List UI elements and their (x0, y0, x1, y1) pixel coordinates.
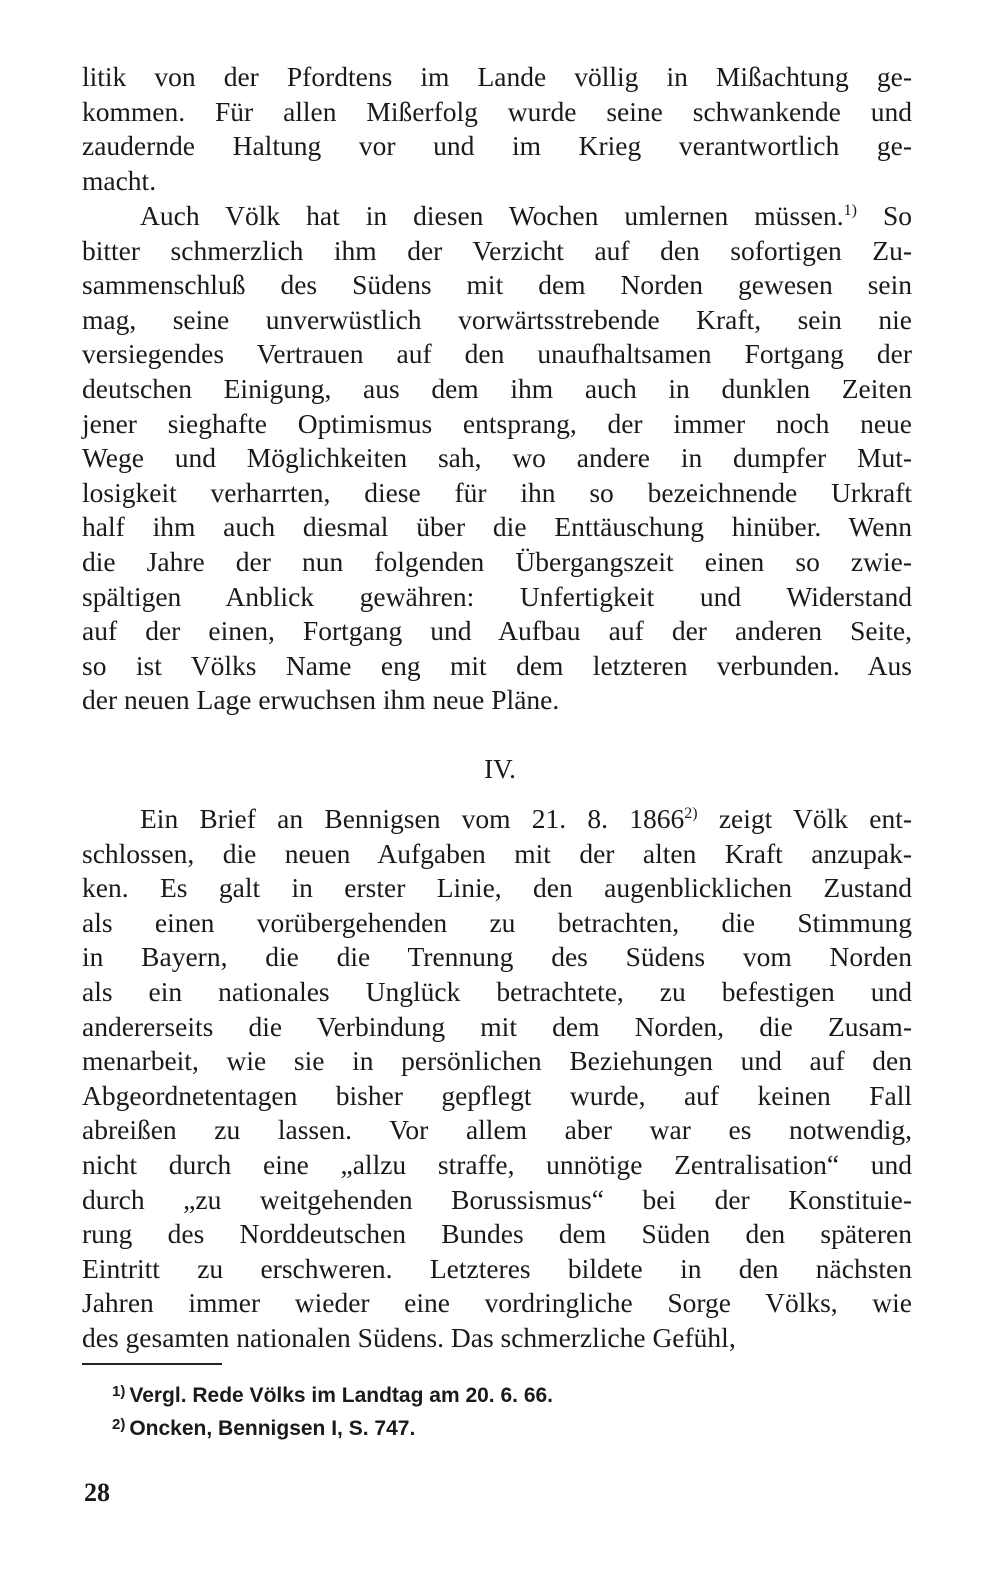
text-line: bitter schmerzlich ihm der Verzicht auf den sofortigen Zu- (82, 234, 912, 266)
paragraph-1 (82, 60, 912, 198)
footnote-marker: 2) (112, 1416, 126, 1433)
text-line: andererseits die Verbindung mit dem Norden, die Zusam- (82, 1010, 912, 1042)
text-line: schlossen, die neuen Aufgaben mit der alten Kraft anzupak- (82, 837, 912, 869)
text-line: Eintritt zu erschweren. Letzteres bildete in den nächsten (82, 1252, 912, 1284)
text-line: deutschen Einigung, aus dem ihm auch in dunklen Zeiten (82, 372, 912, 404)
text-line: abreißen zu lassen. Vor allem aber war es notwendig, (82, 1114, 912, 1146)
text-line: des gesamten nationalen Südens. Das schmerzliche Gefühl, (82, 1321, 736, 1353)
text-line: als einen vorübergehenden zu betrachten, die Stimmung (82, 906, 912, 938)
text-segment: zeigt Völk ent- (697, 803, 912, 834)
text-line: zaudernde Haltung vor und im Krieg verantwortlich ge- (82, 130, 912, 162)
text-line: Jahren immer wieder eine vordringliche Sorge Völks, wie (82, 1287, 912, 1319)
footnote-text: Vergl. Rede Völks im Landtag am 20. 6. 66. (129, 1384, 554, 1407)
text-line: Abgeordnetentagen bisher gepflegt wurde, auf keinen Fall (82, 1079, 912, 1111)
text-line: half ihm auch diesmal über die Enttäuschung hinüber. Wenn (82, 511, 912, 543)
text-line: menarbeit, wie sie in persönlichen Beziehungen und auf den (82, 1045, 912, 1077)
footnote-1 (112, 1383, 553, 1408)
text-segment: Auch Völk hat in diesen Wochen umlernen müssen. (140, 200, 844, 231)
text-line: die Jahre der nun folgenden Übergangszeit einen so zwie- (82, 545, 912, 577)
footnote-2 (112, 1416, 415, 1441)
text-line: durch „zu weitgehenden Borussismus“ bei der Konstituie- (82, 1183, 912, 1215)
text-line: ken. Es galt in erster Linie, den augenblicklichen Zustand (82, 872, 912, 904)
page-number: 28 (84, 1478, 110, 1507)
footnote-ref-2: 2) (684, 805, 698, 822)
text-line (82, 199, 912, 234)
text-line: als ein nationales Unglück betrachtete, zu befestigen und (82, 975, 912, 1007)
text-line: rung des Norddeutschen Bundes dem Süden den späteren (82, 1218, 912, 1250)
paragraph-2 (82, 199, 912, 718)
text-segment: Ein Brief an Bennigsen vom 21. 8. 1866 (140, 803, 685, 834)
section-heading: IV. (484, 754, 516, 784)
text-line: Wege und Möglichkeiten sah, wo andere in dumpfer Mut- (82, 442, 912, 474)
text-line: versiegendes Vertrauen auf den unaufhaltsamen Fortgang der (82, 338, 912, 370)
text-line: auf der einen, Fortgang und Aufbau auf der anderen Seite, (82, 615, 912, 647)
footnote-text: Oncken, Bennigsen I, S. 747. (129, 1417, 416, 1440)
footnote-ref-1: 1) (843, 202, 857, 219)
text-line: jener sieghafte Optimismus entsprang, der immer noch neue (82, 407, 912, 439)
text-line: der neuen Lage erwuchsen ihm neue Pläne. (82, 684, 560, 716)
footnote-marker: 1) (112, 1383, 126, 1400)
text-line: so ist Völks Name eng mit dem letzteren verbunden. Aus (82, 649, 912, 681)
text-line: litik von der Pfordtens im Lande völlig in Mißachtung ge- (82, 61, 912, 92)
text-line: sammenschluß des Südens mit dem Norden gewesen sein (82, 269, 912, 301)
footnote-divider (82, 1363, 222, 1365)
text-line: macht. (82, 164, 157, 196)
text-line: kommen. Für allen Mißerfolg wurde seine schwankende und (82, 95, 912, 127)
text-line: nicht durch eine „allzu straffe, unnötige Zentralisation“ und (82, 1148, 912, 1180)
paragraph-3 (82, 802, 912, 1356)
text-line: mag, seine unverwüstlich vorwärtsstrebende Kraft, sein nie (82, 303, 912, 335)
text-line: in Bayern, die die Trennung des Südens vom Norden (82, 941, 912, 973)
text-line (82, 802, 912, 837)
text-segment: So (856, 200, 913, 231)
text-line: spältigen Anblick gewähren: Unfertigkeit und Widerstand (82, 580, 912, 612)
text-line: losigkeit verharrten, diese für ihn so bezeichnende Urkraft (82, 476, 912, 508)
